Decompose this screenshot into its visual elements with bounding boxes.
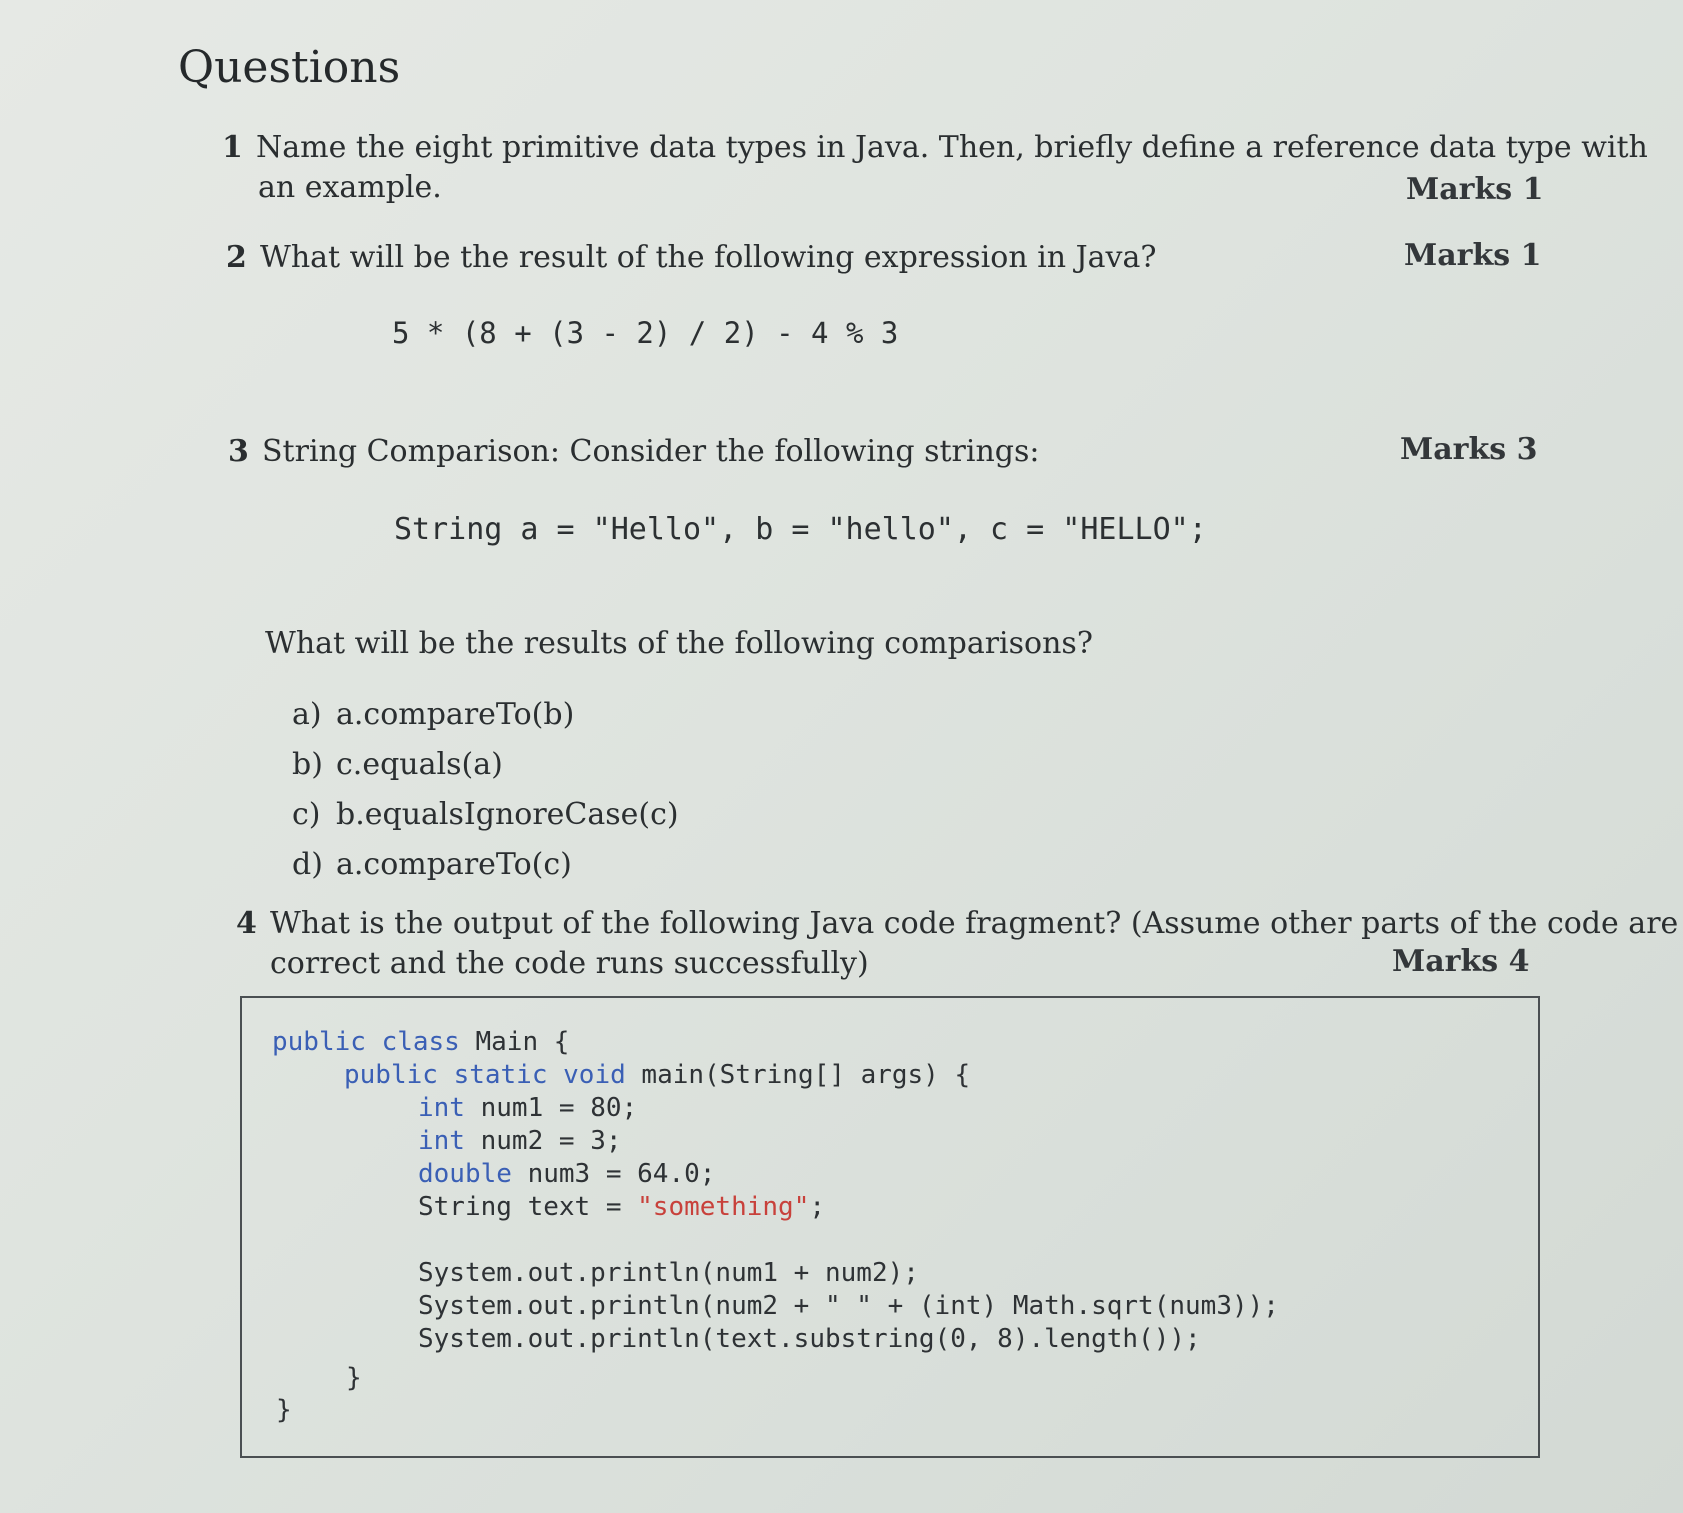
question-3 <box>228 432 1040 472</box>
code-text: num1 = 80; <box>464 1093 638 1123</box>
option-a-text: a.compareTo(b) <box>336 697 575 732</box>
option-c-text: b.equalsIgnoreCase(c) <box>336 797 679 832</box>
code-line-9: System.out.println(text.substring(0, 8).length()); <box>418 1324 1201 1354</box>
option-c-letter: c) <box>292 797 321 832</box>
option-a <box>292 690 679 740</box>
code-keyword: public class <box>272 1027 460 1057</box>
question-2 <box>226 238 1156 278</box>
code-line-10: } <box>346 1363 362 1393</box>
code-text: ; <box>809 1192 825 1222</box>
question-3-text: String Comparison: Consider the following strings: <box>262 434 1040 469</box>
code-line-8: System.out.println(num2 + " " + (int) Math.sqrt(num3)); <box>418 1291 1279 1321</box>
code-text: num2 = 3; <box>464 1126 622 1156</box>
question-2-expression: 5 * (8 + (3 - 2) / 2) - 4 % 3 <box>392 316 899 350</box>
option-d-text: a.compareTo(c) <box>336 847 572 882</box>
code-line-5 <box>418 1158 715 1191</box>
option-b-letter: b) <box>292 747 323 782</box>
code-box <box>240 996 1540 1458</box>
code-line-7: System.out.println(num1 + num2); <box>418 1258 919 1288</box>
question-4-number: 4 <box>236 906 257 941</box>
question-3-number: 3 <box>228 434 249 469</box>
code-text: String text = <box>418 1192 638 1222</box>
question-3-subquestion: What will be the results of the following comparisons? <box>265 626 1093 661</box>
question-3-options <box>292 690 679 890</box>
code-keyword: double <box>418 1159 512 1189</box>
code-line-2 <box>344 1059 970 1092</box>
code-line-4 <box>418 1125 622 1158</box>
option-d <box>292 840 679 890</box>
code-line-1 <box>272 1026 569 1059</box>
option-b-text: c.equals(a) <box>336 747 503 782</box>
question-1 <box>222 128 1648 168</box>
question-1-text-line2: an example. <box>258 170 442 205</box>
code-text: Main { <box>459 1027 570 1057</box>
question-4-text-line1: What is the output of the following Java code fragment? (Assume other parts of the code are <box>270 906 1679 941</box>
code-string-literal: "something" <box>637 1192 810 1222</box>
question-4-text-line2: correct and the code runs successfully) <box>270 946 869 981</box>
option-c <box>292 790 679 840</box>
code-line-3 <box>418 1092 637 1125</box>
option-b <box>292 740 679 790</box>
code-keyword: public static void <box>344 1060 626 1090</box>
question-1-text-line1: Name the eight primitive data types in Java. Then, briefly define a reference data type with <box>256 130 1648 165</box>
option-d-letter: d) <box>292 847 323 882</box>
question-1-marks: Marks 1 <box>1406 172 1544 207</box>
question-3-string-declaration: String a = "Hello", b = "hello", c = "HELLO"; <box>394 512 1207 547</box>
code-keyword: int <box>418 1126 465 1156</box>
question-2-text: What will be the result of the following expression in Java? <box>260 240 1157 275</box>
question-2-marks: Marks 1 <box>1404 238 1542 273</box>
code-keyword: int <box>418 1093 465 1123</box>
question-4 <box>236 904 1678 944</box>
code-line-6 <box>418 1191 825 1224</box>
question-2-number: 2 <box>226 240 247 275</box>
question-3-marks: Marks 3 <box>1400 432 1538 467</box>
code-text: num3 = 64.0; <box>511 1159 716 1189</box>
question-4-marks: Marks 4 <box>1392 944 1530 979</box>
code-text: main(String[] args) { <box>625 1060 971 1090</box>
question-1-number: 1 <box>222 130 243 165</box>
page-title: Questions <box>178 42 401 93</box>
code-line-11: } <box>276 1395 292 1425</box>
option-a-letter: a) <box>292 697 322 732</box>
